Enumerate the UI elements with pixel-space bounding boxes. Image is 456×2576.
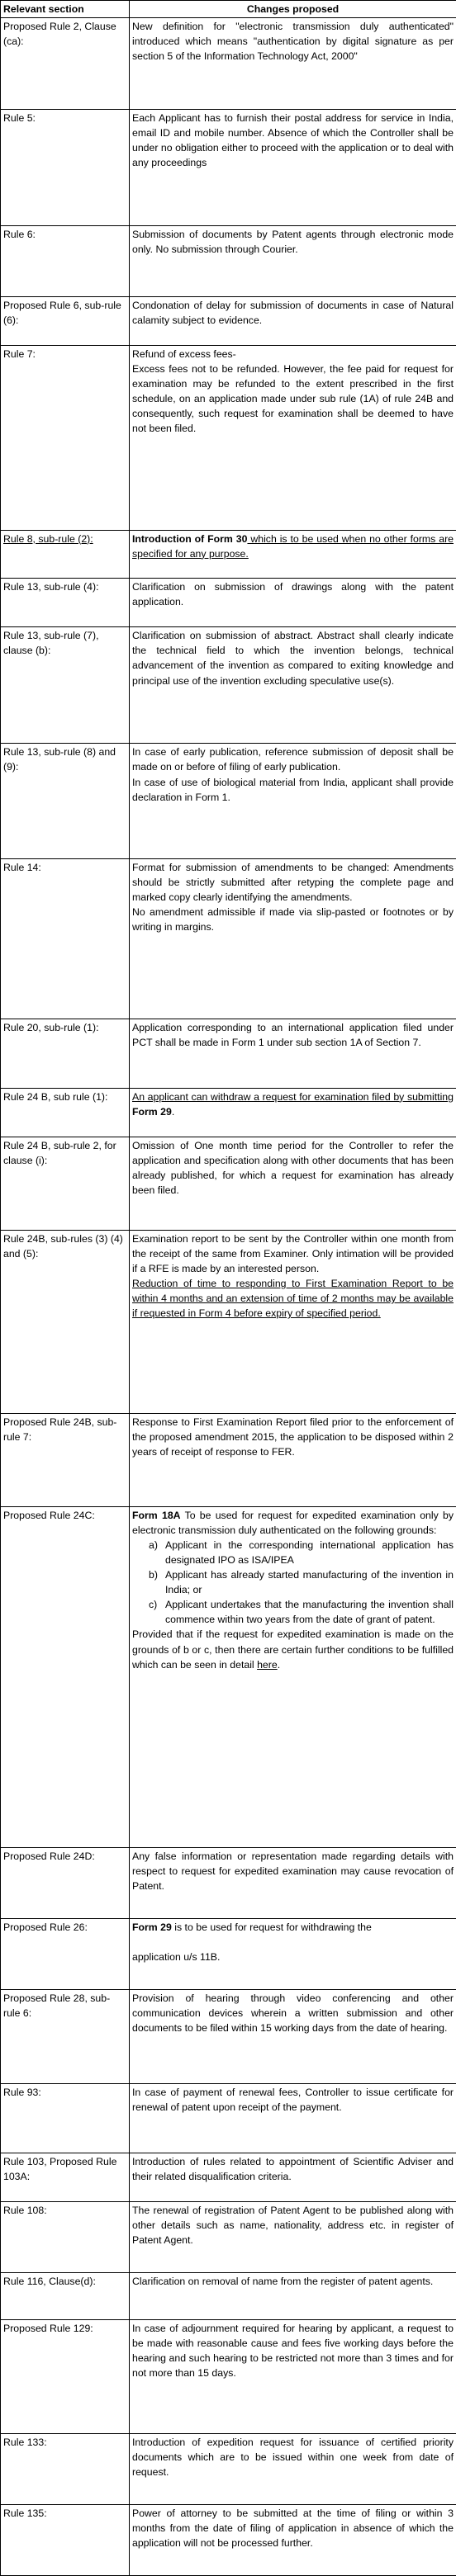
table-row (1, 110, 456, 226)
text-run: Provision of hearing through video conferencing and other communication devices wherein a written submission and other documents to be filed within 15 working days from the date of hearing. (132, 1992, 454, 2034)
relevant-section-cell: Proposed Rule 28, sub-rule 6: (1, 1989, 130, 2083)
header-changes-proposed: Changes proposed (130, 1, 456, 18)
table-row (1, 2201, 456, 2272)
relevant-section-cell: Rule 133: (1, 2433, 130, 2504)
text-run: Format for submission of amendments to be changed: Amendments should be strictly submitted after retyping the complete page and marked copy clearly identifying the amendments. (132, 862, 454, 904)
relevant-section-cell: Rule 13, sub-rule (7), clause (b): (1, 627, 130, 744)
bold-form-name: Introduction of Form 30 (132, 532, 248, 545)
change-paragraph (132, 347, 454, 362)
text-run: . (171, 1105, 175, 1118)
text-run: is to be used for request for withdrawing the (171, 1921, 372, 1933)
changes-proposed-cell (130, 1019, 456, 1088)
underlined-text: Reduction of time to responding to First Examination Report to be within 4 months and an extension of time of 2 months may be available if requested in Form 4 before expiry of specified period. (132, 1278, 454, 1320)
text-run: Response to First Examination Report filed prior to the enforcement of the proposed amendment 2015, the application to be disposed within 2 years of receipt of response to FER. (132, 1416, 454, 1458)
table-row (1, 226, 456, 297)
change-paragraph (132, 2154, 454, 2184)
text-run: New definition for "electronic transmission duly authenticated" introduced which means "authentication by digital signature as per section 5 of the Information Technology Act, 2000" (132, 21, 454, 63)
changes-proposed-cell (130, 859, 456, 1019)
changes-proposed-cell (130, 1989, 456, 2083)
table-row (1, 2153, 456, 2201)
text-run: In case of early publication, reference submission of deposit shall be made on or before of filing of early publication. (132, 746, 454, 773)
changes-proposed-cell (130, 110, 456, 226)
change-paragraph (132, 2274, 454, 2289)
relevant-section-cell: Rule 13, sub-rule (8) and (9): (1, 744, 130, 859)
table-row (1, 744, 456, 859)
bold-form-name: Form 29 (132, 1105, 172, 1118)
change-paragraph (132, 579, 454, 609)
changes-proposed-cell (130, 1847, 456, 1918)
changes-proposed-cell (130, 530, 456, 579)
changes-proposed-cell (130, 1137, 456, 1230)
changes-proposed-cell (130, 2083, 456, 2153)
table-row (1, 2083, 456, 2153)
relevant-section-cell: Proposed Rule 24D: (1, 1847, 130, 1918)
proviso-paragraph (132, 1627, 454, 1671)
table-row (1, 530, 456, 579)
change-paragraph (132, 1276, 454, 1321)
change-paragraph (132, 1415, 454, 1459)
text-run: . (277, 1658, 281, 1671)
list-text: Applicant in the corresponding international application has designated IPO as ISA/IPEA (165, 1539, 454, 1567)
text-run: Clarification on submission of abstract. Abstract shall clearly indicate the technical field to which the invention belongs, technical advancement of the invention as compared to exiting knowledge and principal use of the invention excluding speculative use(s). (132, 630, 454, 687)
relevant-section-cell: Proposed Rule 24B, sub-rule 7: (1, 1414, 130, 1507)
relevant-section-cell: Rule 24B, sub-rules (3) (4) and (5): (1, 1230, 130, 1413)
change-paragraph (132, 1920, 454, 1935)
bold-form-name: Form 29 (132, 1921, 172, 1933)
table-row (1, 2504, 456, 2575)
text-run: Power of attorney to be submitted at the time of filing or within 3 months from the date of filing of application in absence of which the application will not be processed further. (132, 2507, 454, 2550)
text-run: Excess fees not to be refunded. However, the fee paid for request for examination may be refunded to the extent prescribed in the first schedule, on an application made under sub rule (1A) of rule 24B and consequently, such request for examination shall be deemed to have not been filed. (132, 362, 454, 435)
relevant-section-cell: Proposed Rule 129: (1, 2319, 130, 2433)
list-marker: a) (149, 1539, 158, 1551)
change-paragraph (132, 2321, 454, 2380)
relevant-section-cell: Rule 13, sub-rule (4): (1, 579, 130, 627)
changes-proposed-cell (130, 744, 456, 859)
table-row (1, 1019, 456, 1088)
relevant-section-cell: Rule 6: (1, 226, 130, 297)
relevant-section-cell: Proposed Rule 2, Clause (ca): (1, 18, 130, 110)
table-row (1, 1918, 456, 1989)
table-row (1, 2319, 456, 2433)
text-run: In case of adjournment required for hearing by applicant, a request to be made with reasonable cause and fees five working days before the hearing and such hearing to be restricted not more than 3 times and for not more than 15 days. (132, 2322, 454, 2379)
text-run: Application corresponding to an international application filed under PCT shall be made in Form 1 under sub section 1A of Section 7. (132, 1021, 454, 1048)
change-paragraph (132, 744, 454, 774)
text-run: application u/s 11B. (132, 1950, 221, 1963)
change-paragraph (132, 19, 454, 64)
text-run: Condonation of delay for submission of documents in case of Natural calamity subject to evidence. (132, 299, 454, 327)
change-paragraph (132, 775, 454, 805)
change-paragraph (132, 2506, 454, 2550)
change-paragraph (132, 860, 454, 905)
change-paragraph (132, 1849, 454, 1893)
changes-proposed-cell (130, 2201, 456, 2272)
list-item (149, 1567, 454, 1597)
list-text: Applicant has already started manufacturing of the invention in India; or (165, 1569, 454, 1596)
table-header-row (1, 1, 456, 18)
table-row (1, 345, 456, 530)
bold-form-name: Form 18A (132, 1509, 181, 1521)
changes-proposed-cell (130, 2504, 456, 2575)
change-paragraph (132, 1020, 454, 1050)
text-run: Clarification on removal of name from the register of patent agents. (132, 2275, 434, 2287)
changes-proposed-cell (130, 579, 456, 627)
table-row (1, 579, 456, 627)
changes-proposed-cell (130, 345, 456, 530)
relevant-section-cell: Rule 93: (1, 2083, 130, 2153)
list-text: Applicant undertakes that the manufacturing the invention shall commence within two years from the date of grant of patent. (165, 1599, 454, 1626)
change-paragraph (132, 1231, 454, 1276)
table-row (1, 859, 456, 1019)
change-paragraph (132, 628, 454, 688)
changes-proposed-cell (130, 1918, 456, 1989)
table-row (1, 1989, 456, 2083)
changes-proposed-cell (130, 226, 456, 297)
list-item (149, 1597, 454, 1627)
text-run: Examination report to be sent by the Controller within one month from the receipt of the same from Examiner. Only intimation will be provided if a RFE is made by an interested person. (132, 1232, 454, 1275)
list-marker: c) (149, 1599, 158, 1611)
change-paragraph (132, 1991, 454, 2035)
text-run: Omission of One month time period for the Controller to refer the application and specification along with other documents that has been already published, for which a request for examination has already been filed. (132, 1139, 454, 1196)
change-paragraph (132, 1138, 454, 1198)
table-row (1, 1847, 456, 1918)
table-row (1, 2433, 456, 2504)
here-link[interactable]: here (257, 1658, 278, 1671)
table-row (1, 1088, 456, 1137)
table-row (1, 1137, 456, 1230)
header-relevant-section: Relevant section (1, 1, 130, 18)
changes-proposed-cell (130, 2319, 456, 2433)
relevant-section-cell: Proposed Rule 6, sub-rule (6): (1, 296, 130, 345)
change-paragraph (132, 2085, 454, 2115)
relevant-section-cell: Rule 20, sub-rule (1): (1, 1019, 130, 1088)
change-paragraph (132, 1950, 454, 1964)
table-body (1, 18, 456, 2576)
relevant-section-cell: Rule 108: (1, 2201, 130, 2272)
text-run: Any false information or representation made regarding details with respect to request for expedited examination may cause revocation of Patent. (132, 1850, 454, 1892)
text-run: No amendment admissible if made via slip-pasted or footnotes or by writing in margins. (132, 906, 454, 934)
relevant-section-cell: Rule 5: (1, 110, 130, 226)
change-paragraph (132, 1089, 454, 1119)
text-run: Submission of documents by Patent agents through electronic mode only. No submission through Courier. (132, 229, 454, 256)
change-paragraph (132, 2203, 454, 2248)
relevant-section-cell: Rule 24 B, sub-rule 2, for clause (i): (1, 1137, 130, 1230)
text-run: In case of payment of renewal fees, Controller to issue certificate for renewal of patent upon receipt of the payment. (132, 2086, 454, 2113)
list-marker: b) (149, 1569, 158, 1581)
table-row (1, 1506, 456, 1847)
table-row (1, 2272, 456, 2319)
changes-proposed-cell (130, 2433, 456, 2504)
underlined-text: which is to be used when no other forms are specified for any purpose. (132, 532, 454, 560)
text-run: Each Applicant has to furnish their postal address for service in India, email ID and mobile number. Absence of which the Controller shall be under no obligation either to proceed with the application or to deal with any proceedings (132, 112, 454, 169)
table-row (1, 18, 456, 110)
change-paragraph (132, 905, 454, 934)
changes-proposed-cell (130, 627, 456, 744)
text-run: In case of use of biological material from India, applicant shall provide declaration in Form 1. (132, 776, 454, 803)
relevant-section-cell: Rule 8, sub-rule (2): (1, 530, 130, 579)
change-paragraph (132, 532, 454, 561)
text-run: Clarification on submission of drawings along with the patent application. (132, 581, 454, 608)
relevant-section-cell: Rule 24 B, sub rule (1): (1, 1088, 130, 1137)
change-paragraph (132, 2435, 454, 2479)
changes-proposed-cell (130, 1088, 456, 1137)
table-row (1, 1414, 456, 1507)
text-run: Provided that if the request for expedited examination is made on the grounds of b or c, then there are certain further conditions to be fulfilled which can be seen in detail (132, 1628, 454, 1671)
text-run: Introduction of rules related to appointment of Scientific Adviser and their related disqualification criteria. (132, 2155, 454, 2182)
changes-proposed-cell (130, 18, 456, 110)
changes-proposed-cell (130, 2153, 456, 2201)
relevant-section-cell: Rule 14: (1, 859, 130, 1019)
table-row (1, 627, 456, 744)
text-run: Introduction of expedition request for issuance of certified priority documents which are to be issued within one week from date of request. (132, 2436, 454, 2479)
underlined-text: An applicant can withdraw a request for examination filed by submitting (132, 1090, 454, 1103)
changes-proposed-cell (130, 1230, 456, 1413)
list-item (149, 1538, 454, 1567)
change-paragraph (132, 1508, 454, 1538)
changes-proposed-cell (130, 296, 456, 345)
change-paragraph (132, 362, 454, 436)
relevant-section-cell: Rule 116, Clause(d): (1, 2272, 130, 2319)
grounds-list (132, 1538, 454, 1628)
change-paragraph (132, 298, 454, 328)
relevant-section-cell: Proposed Rule 24C: (1, 1506, 130, 1847)
table-row (1, 296, 456, 345)
text-run: To be used for request for expedited examination only by electronic transmission duly authenticated on the following grounds: (132, 1509, 454, 1536)
changes-proposed-cell (130, 1506, 456, 1847)
table-row (1, 1230, 456, 1413)
relevant-section-cell: Rule 103, Proposed Rule 103A: (1, 2153, 130, 2201)
text-run: The renewal of registration of Patent Agent to be published along with other details such as name, nationality, address etc. in register of Patent Agent. (132, 2204, 454, 2246)
relevant-section-cell: Rule 135: (1, 2504, 130, 2575)
change-paragraph (132, 227, 454, 257)
changes-proposed-cell (130, 1414, 456, 1507)
relevant-section-cell: Rule 7: (1, 345, 130, 530)
changes-proposed-cell (130, 2272, 456, 2319)
change-paragraph (132, 111, 454, 170)
text-run: Refund of excess fees- (132, 347, 236, 360)
relevant-section-cell: Proposed Rule 26: (1, 1918, 130, 1989)
